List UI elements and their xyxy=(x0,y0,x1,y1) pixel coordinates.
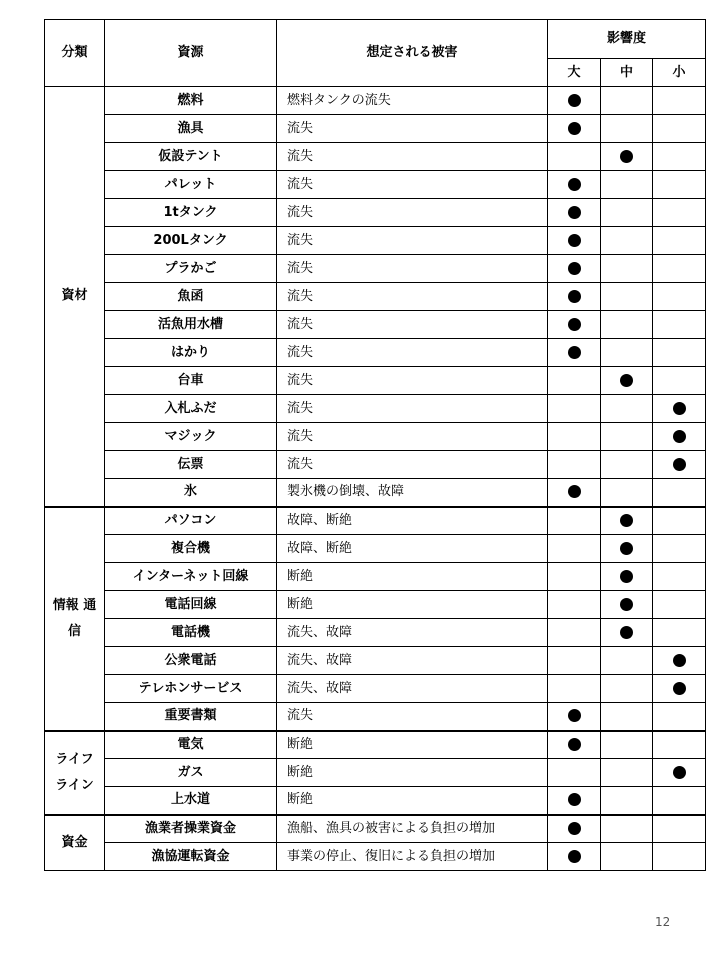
damage-cell: 流失 xyxy=(277,143,548,171)
impact-large-cell xyxy=(548,143,601,171)
impact-small-cell xyxy=(653,255,706,283)
impact-large-cell xyxy=(548,563,601,591)
category-cell: 資金 xyxy=(45,815,105,871)
resource-cell: 活魚用水槽 xyxy=(105,311,277,339)
table-row xyxy=(45,815,706,843)
impact-dot-icon xyxy=(568,262,581,275)
table-body xyxy=(45,87,706,871)
impact-small-cell xyxy=(653,815,706,843)
impact-large-cell xyxy=(548,479,601,507)
impact-dot-icon xyxy=(568,290,581,303)
impact-small-cell xyxy=(653,479,706,507)
impact-small-cell xyxy=(653,283,706,311)
impact-medium-cell xyxy=(601,143,653,171)
table-row xyxy=(45,171,706,199)
impact-medium-cell xyxy=(601,787,653,815)
impact-medium-cell xyxy=(601,843,653,871)
impact-dot-icon xyxy=(568,234,581,247)
impact-small-cell xyxy=(653,619,706,647)
resource-cell: ガス xyxy=(105,759,277,787)
impact-dot-icon xyxy=(620,374,633,387)
category-cell: ライフ ライン xyxy=(45,731,105,815)
impact-dot-icon xyxy=(568,793,581,806)
impact-large-cell xyxy=(548,535,601,563)
impact-medium-cell xyxy=(601,423,653,451)
resource-cell: はかり xyxy=(105,339,277,367)
impact-small-cell xyxy=(653,339,706,367)
impact-large-cell xyxy=(548,731,601,759)
table-row xyxy=(45,731,706,759)
impact-dot-icon xyxy=(568,318,581,331)
impact-small-cell xyxy=(653,591,706,619)
table-row xyxy=(45,843,706,871)
impact-large-cell xyxy=(548,619,601,647)
table-row xyxy=(45,395,706,423)
impact-large-cell xyxy=(548,423,601,451)
impact-dot-icon xyxy=(568,485,581,498)
table-row xyxy=(45,115,706,143)
impact-dot-icon xyxy=(568,738,581,751)
damage-cell: 流失 xyxy=(277,255,548,283)
category-cell: 情報 通信 xyxy=(45,507,105,731)
resource-cell: 漁協運転資金 xyxy=(105,843,277,871)
impact-medium-cell xyxy=(601,759,653,787)
impact-medium-cell xyxy=(601,815,653,843)
header-impact-small: 小 xyxy=(653,59,706,87)
impact-dot-icon xyxy=(568,206,581,219)
impact-medium-cell xyxy=(601,647,653,675)
table-row xyxy=(45,423,706,451)
table-row xyxy=(45,283,706,311)
impact-small-cell xyxy=(653,675,706,703)
resource-cell: 電気 xyxy=(105,731,277,759)
impact-large-cell xyxy=(548,115,601,143)
impact-large-cell xyxy=(548,395,601,423)
resource-cell: 上水道 xyxy=(105,787,277,815)
damage-cell: 流失 xyxy=(277,227,548,255)
damage-cell: 流失 xyxy=(277,367,548,395)
damage-cell: 流失 xyxy=(277,339,548,367)
impact-medium-cell xyxy=(601,255,653,283)
header-category: 分類 xyxy=(45,20,105,87)
impact-large-cell xyxy=(548,367,601,395)
damage-cell: 流失 xyxy=(277,283,548,311)
impact-dot-icon xyxy=(568,178,581,191)
impact-medium-cell xyxy=(601,115,653,143)
header-impact-large: 大 xyxy=(548,59,601,87)
resource-cell: 入札ふだ xyxy=(105,395,277,423)
resource-cell: パソコン xyxy=(105,507,277,535)
impact-small-cell xyxy=(653,199,706,227)
table-row xyxy=(45,591,706,619)
damage-cell: 漁船、漁具の被害による負担の増加 xyxy=(277,815,548,843)
damage-cell: 流失、故障 xyxy=(277,619,548,647)
impact-small-cell xyxy=(653,787,706,815)
impact-medium-cell xyxy=(601,591,653,619)
impact-dot-icon xyxy=(568,709,581,722)
impact-small-cell xyxy=(653,451,706,479)
impact-dot-icon xyxy=(568,850,581,863)
damage-cell: 流失 xyxy=(277,451,548,479)
impact-dot-icon xyxy=(673,402,686,415)
impact-medium-cell xyxy=(601,171,653,199)
impact-dot-icon xyxy=(620,570,633,583)
impact-large-cell xyxy=(548,759,601,787)
impact-small-cell xyxy=(653,311,706,339)
table-row xyxy=(45,227,706,255)
resource-cell: 漁業者操業資金 xyxy=(105,815,277,843)
page-number: 12 xyxy=(655,915,671,929)
damage-cell: 断絶 xyxy=(277,731,548,759)
impact-small-cell xyxy=(653,423,706,451)
damage-cell: 燃料タンクの流失 xyxy=(277,87,548,115)
resource-cell: パレット xyxy=(105,171,277,199)
impact-small-cell xyxy=(653,367,706,395)
impact-dot-icon xyxy=(673,682,686,695)
impact-medium-cell xyxy=(601,563,653,591)
damage-cell: 流失 xyxy=(277,171,548,199)
resource-cell: 公衆電話 xyxy=(105,647,277,675)
table-row xyxy=(45,87,706,115)
impact-medium-cell xyxy=(601,367,653,395)
impact-medium-cell xyxy=(601,87,653,115)
impact-small-cell xyxy=(653,731,706,759)
impact-small-cell xyxy=(653,535,706,563)
impact-dot-icon xyxy=(620,626,633,639)
damage-cell: 流失 xyxy=(277,199,548,227)
damage-cell: 断絶 xyxy=(277,591,548,619)
resource-cell: 1tタンク xyxy=(105,199,277,227)
resource-cell: プラかご xyxy=(105,255,277,283)
resource-cell: 伝票 xyxy=(105,451,277,479)
damage-cell: 流失 xyxy=(277,423,548,451)
impact-dot-icon xyxy=(620,598,633,611)
impact-dot-icon xyxy=(620,150,633,163)
impact-large-cell xyxy=(548,703,601,731)
impact-medium-cell xyxy=(601,507,653,535)
table-row xyxy=(45,143,706,171)
damage-cell: 製氷機の倒壊、故障 xyxy=(277,479,548,507)
table-row xyxy=(45,675,706,703)
damage-cell: 故障、断絶 xyxy=(277,535,548,563)
impact-large-cell xyxy=(548,507,601,535)
impact-large-cell xyxy=(548,199,601,227)
impact-large-cell xyxy=(548,171,601,199)
impact-medium-cell xyxy=(601,619,653,647)
impact-large-cell xyxy=(548,843,601,871)
resource-cell: 魚函 xyxy=(105,283,277,311)
resource-cell: テレホンサービス xyxy=(105,675,277,703)
resource-cell: 電話機 xyxy=(105,619,277,647)
header-impact: 影響度 xyxy=(548,20,706,59)
damage-cell: 流失、故障 xyxy=(277,675,548,703)
table-row xyxy=(45,787,706,815)
resource-cell: 電話回線 xyxy=(105,591,277,619)
impact-medium-cell xyxy=(601,311,653,339)
resource-cell: 重要書類 xyxy=(105,703,277,731)
impact-medium-cell xyxy=(601,731,653,759)
impact-medium-cell xyxy=(601,339,653,367)
impact-large-cell xyxy=(548,87,601,115)
impact-dot-icon xyxy=(568,94,581,107)
impact-large-cell xyxy=(548,255,601,283)
damage-cell: 断絶 xyxy=(277,787,548,815)
category-cell: 資材 xyxy=(45,87,105,507)
resource-cell: マジック xyxy=(105,423,277,451)
impact-small-cell xyxy=(653,171,706,199)
table-row xyxy=(45,479,706,507)
impact-small-cell xyxy=(653,563,706,591)
resource-cell: 燃料 xyxy=(105,87,277,115)
impact-small-cell xyxy=(653,87,706,115)
resource-cell: インターネット回線 xyxy=(105,563,277,591)
impact-table xyxy=(44,19,706,871)
impact-medium-cell xyxy=(601,675,653,703)
resource-cell: 台車 xyxy=(105,367,277,395)
damage-cell: 断絶 xyxy=(277,563,548,591)
table-row xyxy=(45,311,706,339)
damage-cell: 故障、断絶 xyxy=(277,507,548,535)
damage-cell: 流失 xyxy=(277,703,548,731)
impact-small-cell xyxy=(653,759,706,787)
resource-cell: 複合機 xyxy=(105,535,277,563)
damage-cell: 事業の停止、復旧による負担の増加 xyxy=(277,843,548,871)
resource-cell: 氷 xyxy=(105,479,277,507)
impact-dot-icon xyxy=(673,430,686,443)
impact-small-cell xyxy=(653,507,706,535)
table-row xyxy=(45,563,706,591)
impact-medium-cell xyxy=(601,535,653,563)
resource-cell: 漁具 xyxy=(105,115,277,143)
impact-large-cell xyxy=(548,787,601,815)
table-row xyxy=(45,367,706,395)
impact-small-cell xyxy=(653,647,706,675)
impact-medium-cell xyxy=(601,199,653,227)
impact-medium-cell xyxy=(601,283,653,311)
impact-large-cell xyxy=(548,815,601,843)
impact-medium-cell xyxy=(601,479,653,507)
impact-dot-icon xyxy=(568,346,581,359)
table-row xyxy=(45,339,706,367)
impact-small-cell xyxy=(653,115,706,143)
impact-dot-icon xyxy=(620,514,633,527)
table-row xyxy=(45,199,706,227)
impact-large-cell xyxy=(548,591,601,619)
damage-cell: 断絶 xyxy=(277,759,548,787)
table-row xyxy=(45,451,706,479)
impact-medium-cell xyxy=(601,703,653,731)
impact-large-cell xyxy=(548,451,601,479)
damage-cell: 流失 xyxy=(277,395,548,423)
impact-small-cell xyxy=(653,143,706,171)
impact-large-cell xyxy=(548,675,601,703)
header-resource: 資源 xyxy=(105,20,277,87)
header-impact-medium: 中 xyxy=(601,59,653,87)
impact-dot-icon xyxy=(620,542,633,555)
table-row xyxy=(45,535,706,563)
impact-small-cell xyxy=(653,703,706,731)
table-row xyxy=(45,759,706,787)
impact-small-cell xyxy=(653,843,706,871)
impact-dot-icon xyxy=(568,822,581,835)
damage-cell: 流失 xyxy=(277,115,548,143)
resource-cell: 仮設テント xyxy=(105,143,277,171)
impact-large-cell xyxy=(548,227,601,255)
table-row xyxy=(45,647,706,675)
impact-medium-cell xyxy=(601,227,653,255)
damage-cell: 流失 xyxy=(277,311,548,339)
table-row xyxy=(45,619,706,647)
impact-dot-icon xyxy=(673,654,686,667)
table-row xyxy=(45,255,706,283)
impact-dot-icon xyxy=(673,766,686,779)
impact-large-cell xyxy=(548,283,601,311)
damage-cell: 流失、故障 xyxy=(277,647,548,675)
impact-dot-icon xyxy=(568,122,581,135)
header-damage: 想定される被害 xyxy=(277,20,548,87)
impact-large-cell xyxy=(548,311,601,339)
impact-large-cell xyxy=(548,647,601,675)
table-row xyxy=(45,703,706,731)
resource-cell: 200Lタンク xyxy=(105,227,277,255)
impact-small-cell xyxy=(653,395,706,423)
impact-large-cell xyxy=(548,339,601,367)
table-row xyxy=(45,507,706,535)
impact-small-cell xyxy=(653,227,706,255)
impact-dot-icon xyxy=(673,458,686,471)
impact-medium-cell xyxy=(601,395,653,423)
impact-medium-cell xyxy=(601,451,653,479)
